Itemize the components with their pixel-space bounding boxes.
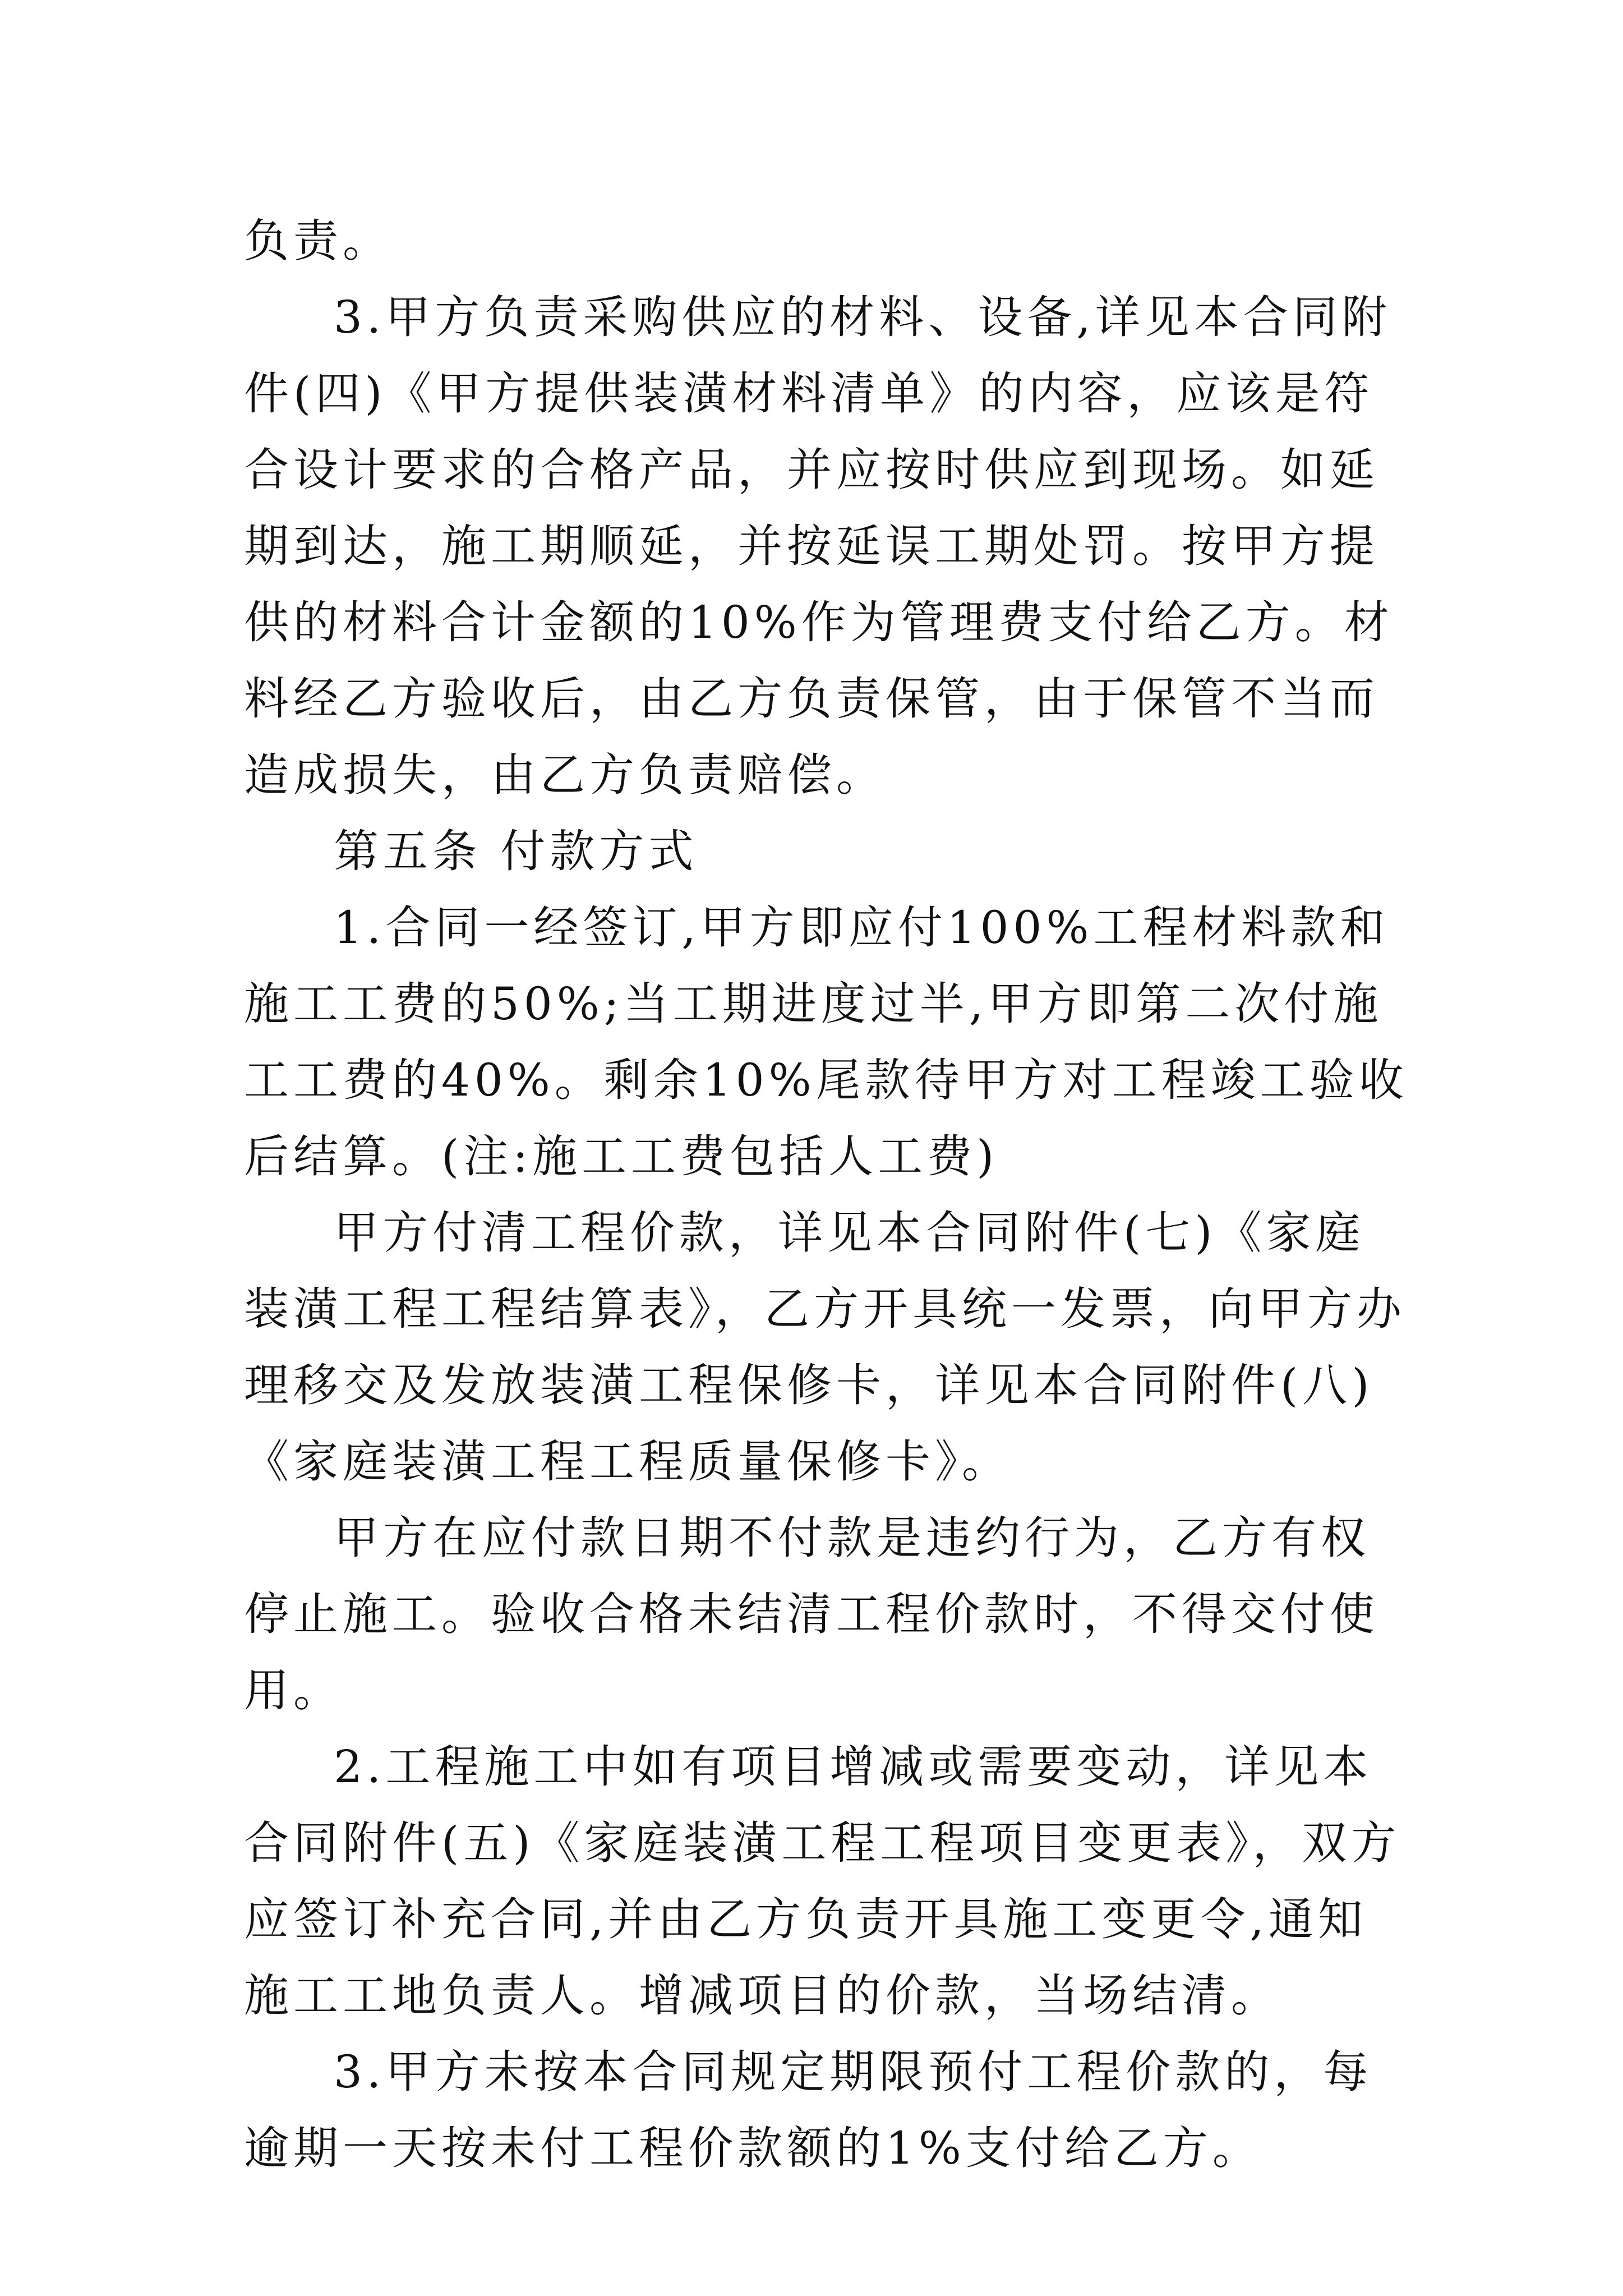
paragraph-clause-3-late-payment: 3.甲方未按本合同规定期限预付工程价款的，每逾期一天按未付工程价款额的1%支付给乙方。 xyxy=(244,2046,1373,2174)
section-heading-article-5: 第五条 付款方式 xyxy=(334,825,698,877)
paragraph-clause-2-changes: 2.工程施工中如有项目增减或需要变动，详见本合同附件(五)《家庭装潢工程工程项目变更表》，双方应签订补充合同,并由乙方负责开具施工变更令,通知施工工地负责人。增减项目的价款，当场结清。 xyxy=(244,1741,1401,2022)
paragraph-clause-1-payment: 1.合同一经签订,甲方即应付100%工程材料款和施工工费的50%;当工期进度过半,甲方即第二次付施工工费的40%。剩余10%尾款待甲方对工程竣工验收后结算。(注:施工工费包括人工费) xyxy=(244,901,1408,1182)
document-body xyxy=(244,203,1410,2187)
paragraph-breach: 甲方在应付款日期不付款是违约行为，乙方有权停止施工。验收合格未结清工程价款时，不得交付使用。 xyxy=(244,1512,1379,1717)
paragraph-continuation: 负责。 xyxy=(244,215,392,267)
paragraph-settlement: 甲方付清工程价款，详见本合同附件(七)《家庭装潢工程工程结算表》，乙方开具统一发票，向甲方办理移交及发放装潢工程保修卡，详见本合同附件(八)《家庭装潢工程工程质量保修卡》。 xyxy=(244,1207,1406,1488)
paragraph-clause-3-materials: 3.甲方负责采购供应的材料、设备,详见本合同附件(四)《甲方提供装潢材料清单》的内容，应该是符合设计要求的合格产品，并应按时供应到现场。如延期到达，施工期顺延，并按延误工期处罚。按甲方提供的材料合计金额的10%作为管理费支付给乙方。材料经乙方验收后，由乙方负责保管，由于保管不当而造成损失，由乙方负责赔偿。 xyxy=(244,291,1394,801)
